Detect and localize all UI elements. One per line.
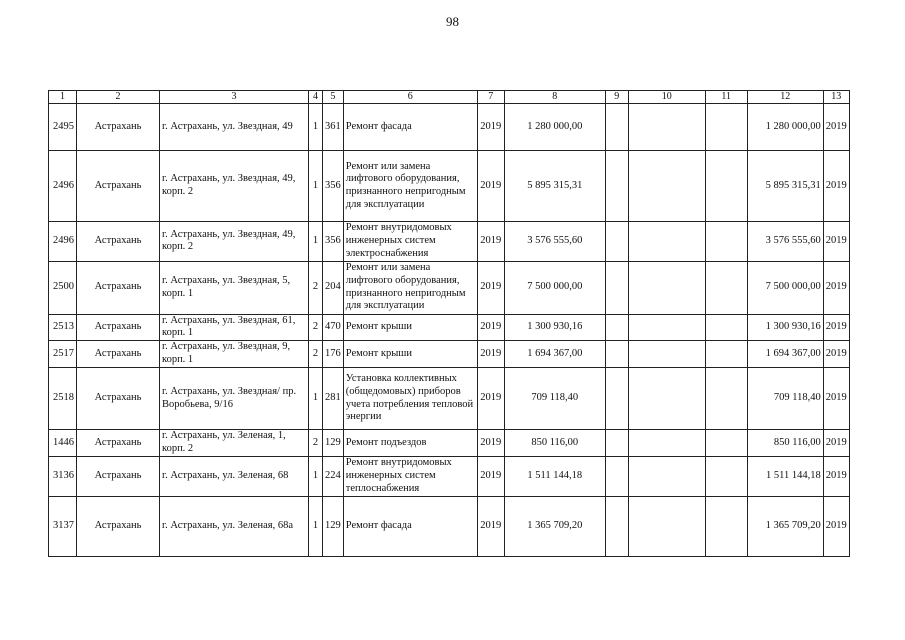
row-number-cell: 2518: [49, 368, 77, 430]
total-amount-cell: 1 300 930,16: [747, 314, 823, 341]
row-number-cell: 3137: [49, 496, 77, 556]
col-4-cell: 1: [309, 368, 323, 430]
year-cell: 2019: [477, 314, 504, 341]
work-type-cell: Ремонт фасада: [343, 104, 477, 151]
total-amount-cell: 709 118,40: [747, 368, 823, 430]
col-5-cell: 361: [323, 104, 344, 151]
municipality-cell: Астрахань: [77, 430, 160, 457]
table-row: [49, 261, 850, 314]
year-cell: 2019: [477, 261, 504, 314]
year-cell: 2019: [477, 368, 504, 430]
table-row: [49, 341, 850, 368]
row-number-cell: 2517: [49, 341, 77, 368]
amount-cell: 3 576 555,60: [504, 222, 605, 261]
col-11-cell: [705, 151, 747, 222]
address-cell: г. Астрахань, ул. Звездная, 49, корп. 2: [160, 222, 309, 261]
amount-cell: 5 895 315,31: [504, 151, 605, 222]
end-year-cell: 2019: [823, 151, 849, 222]
col-11-cell: [705, 261, 747, 314]
col-5-cell: 129: [323, 496, 344, 556]
work-type-cell: Ремонт крыши: [343, 341, 477, 368]
col-5-cell: 470: [323, 314, 344, 341]
col-9-cell: [605, 222, 628, 261]
total-amount-cell: 1 511 144,18: [747, 457, 823, 496]
row-number-cell: 2500: [49, 261, 77, 314]
col-10-cell: [628, 104, 705, 151]
municipality-cell: Астрахань: [77, 368, 160, 430]
end-year-cell: 2019: [823, 261, 849, 314]
col-10-cell: [628, 222, 705, 261]
column-header: 6: [343, 91, 477, 104]
municipality-cell: Астрахань: [77, 222, 160, 261]
col-11-cell: [705, 457, 747, 496]
col-10-cell: [628, 151, 705, 222]
col-4-cell: 1: [309, 222, 323, 261]
municipality-cell: Астрахань: [77, 104, 160, 151]
column-header: 3: [160, 91, 309, 104]
address-cell: г. Астрахань, ул. Звездная/ пр. Воробьева, 9/16: [160, 368, 309, 430]
repair-program-table: [48, 90, 850, 557]
work-type-cell: Ремонт подъездов: [343, 430, 477, 457]
col-5-cell: 204: [323, 261, 344, 314]
address-cell: г. Астрахань, ул. Зеленая, 68: [160, 457, 309, 496]
address-cell: г. Астрахань, ул. Звездная, 9, корп. 1: [160, 341, 309, 368]
col-9-cell: [605, 151, 628, 222]
address-cell: г. Астрахань, ул. Зеленая, 1, корп. 2: [160, 430, 309, 457]
work-type-cell: Ремонт или замена лифтового оборудования, признанного непригодным для эксплуатации: [343, 261, 477, 314]
col-10-cell: [628, 314, 705, 341]
municipality-cell: Астрахань: [77, 261, 160, 314]
table-row: [49, 222, 850, 261]
table-row: [49, 457, 850, 496]
total-amount-cell: 850 116,00: [747, 430, 823, 457]
work-type-cell: Ремонт фасада: [343, 496, 477, 556]
total-amount-cell: 7 500 000,00: [747, 261, 823, 314]
col-9-cell: [605, 457, 628, 496]
col-4-cell: 2: [309, 341, 323, 368]
column-header: 9: [605, 91, 628, 104]
work-type-cell: Ремонт внутридомовых инженерных систем теплоснабжения: [343, 457, 477, 496]
municipality-cell: Астрахань: [77, 496, 160, 556]
table-row: [49, 368, 850, 430]
row-number-cell: 1446: [49, 430, 77, 457]
table-row: [49, 104, 850, 151]
amount-cell: 1 300 930,16: [504, 314, 605, 341]
col-11-cell: [705, 104, 747, 151]
end-year-cell: 2019: [823, 430, 849, 457]
address-cell: г. Астрахань, ул. Зеленая, 68а: [160, 496, 309, 556]
col-11-cell: [705, 496, 747, 556]
col-4-cell: 2: [309, 314, 323, 341]
col-9-cell: [605, 261, 628, 314]
municipality-cell: Астрахань: [77, 314, 160, 341]
end-year-cell: 2019: [823, 368, 849, 430]
col-9-cell: [605, 496, 628, 556]
end-year-cell: 2019: [823, 222, 849, 261]
col-4-cell: 2: [309, 430, 323, 457]
row-number-cell: 2496: [49, 222, 77, 261]
municipality-cell: Астрахань: [77, 457, 160, 496]
end-year-cell: 2019: [823, 104, 849, 151]
work-type-cell: Ремонт или замена лифтового оборудования, признанного непригодным для эксплуатации: [343, 151, 477, 222]
address-cell: г. Астрахань, ул. Звездная, 5, корп. 1: [160, 261, 309, 314]
col-11-cell: [705, 430, 747, 457]
col-4-cell: 1: [309, 457, 323, 496]
table-row: [49, 151, 850, 222]
col-5-cell: 356: [323, 222, 344, 261]
work-type-cell: Ремонт внутридомовых инженерных систем электроснабжения: [343, 222, 477, 261]
year-cell: 2019: [477, 151, 504, 222]
row-number-cell: 2513: [49, 314, 77, 341]
row-number-cell: 3136: [49, 457, 77, 496]
municipality-cell: Астрахань: [77, 151, 160, 222]
col-5-cell: 224: [323, 457, 344, 496]
address-cell: г. Астрахань, ул. Звездная, 49, корп. 2: [160, 151, 309, 222]
col-10-cell: [628, 261, 705, 314]
end-year-cell: 2019: [823, 314, 849, 341]
col-11-cell: [705, 368, 747, 430]
col-10-cell: [628, 457, 705, 496]
column-header: 8: [504, 91, 605, 104]
amount-cell: 1 511 144,18: [504, 457, 605, 496]
amount-cell: 1 694 367,00: [504, 341, 605, 368]
amount-cell: 709 118,40: [504, 368, 605, 430]
municipality-cell: Астрахань: [77, 341, 160, 368]
table-body: [49, 104, 850, 556]
amount-cell: 7 500 000,00: [504, 261, 605, 314]
column-header: 7: [477, 91, 504, 104]
col-5-cell: 176: [323, 341, 344, 368]
column-number-row: [49, 91, 850, 104]
col-10-cell: [628, 368, 705, 430]
column-header: 2: [77, 91, 160, 104]
end-year-cell: 2019: [823, 496, 849, 556]
year-cell: 2019: [477, 222, 504, 261]
end-year-cell: 2019: [823, 457, 849, 496]
col-9-cell: [605, 430, 628, 457]
col-5-cell: 356: [323, 151, 344, 222]
col-9-cell: [605, 341, 628, 368]
total-amount-cell: 1 280 000,00: [747, 104, 823, 151]
column-header: 10: [628, 91, 705, 104]
year-cell: 2019: [477, 430, 504, 457]
col-10-cell: [628, 341, 705, 368]
col-11-cell: [705, 222, 747, 261]
col-9-cell: [605, 368, 628, 430]
amount-cell: 1 365 709,20: [504, 496, 605, 556]
row-number-cell: 2495: [49, 104, 77, 151]
col-5-cell: 281: [323, 368, 344, 430]
col-4-cell: 1: [309, 104, 323, 151]
col-4-cell: 1: [309, 151, 323, 222]
amount-cell: 1 280 000,00: [504, 104, 605, 151]
column-header: 12: [747, 91, 823, 104]
year-cell: 2019: [477, 496, 504, 556]
total-amount-cell: 5 895 315,31: [747, 151, 823, 222]
year-cell: 2019: [477, 457, 504, 496]
column-header: 1: [49, 91, 77, 104]
col-9-cell: [605, 314, 628, 341]
work-type-cell: Установка коллективных (общедомовых) приборов учета потребления тепловой энергии: [343, 368, 477, 430]
col-10-cell: [628, 430, 705, 457]
total-amount-cell: 1 694 367,00: [747, 341, 823, 368]
column-header: 4: [309, 91, 323, 104]
col-11-cell: [705, 314, 747, 341]
col-4-cell: 1: [309, 496, 323, 556]
year-cell: 2019: [477, 341, 504, 368]
col-9-cell: [605, 104, 628, 151]
work-type-cell: Ремонт крыши: [343, 314, 477, 341]
col-5-cell: 129: [323, 430, 344, 457]
amount-cell: 850 116,00: [504, 430, 605, 457]
total-amount-cell: 1 365 709,20: [747, 496, 823, 556]
table-row: [49, 496, 850, 556]
table-row: [49, 430, 850, 457]
col-11-cell: [705, 341, 747, 368]
address-cell: г. Астрахань, ул. Звездная, 49: [160, 104, 309, 151]
page-number: 98: [446, 14, 459, 29]
total-amount-cell: 3 576 555,60: [747, 222, 823, 261]
end-year-cell: 2019: [823, 341, 849, 368]
year-cell: 2019: [477, 104, 504, 151]
table-row: [49, 314, 850, 341]
row-number-cell: 2496: [49, 151, 77, 222]
column-header: 11: [705, 91, 747, 104]
address-cell: г. Астрахань, ул. Звездная, 61, корп. 1: [160, 314, 309, 341]
column-header: 5: [323, 91, 344, 104]
column-header: 13: [823, 91, 849, 104]
col-4-cell: 2: [309, 261, 323, 314]
col-10-cell: [628, 496, 705, 556]
